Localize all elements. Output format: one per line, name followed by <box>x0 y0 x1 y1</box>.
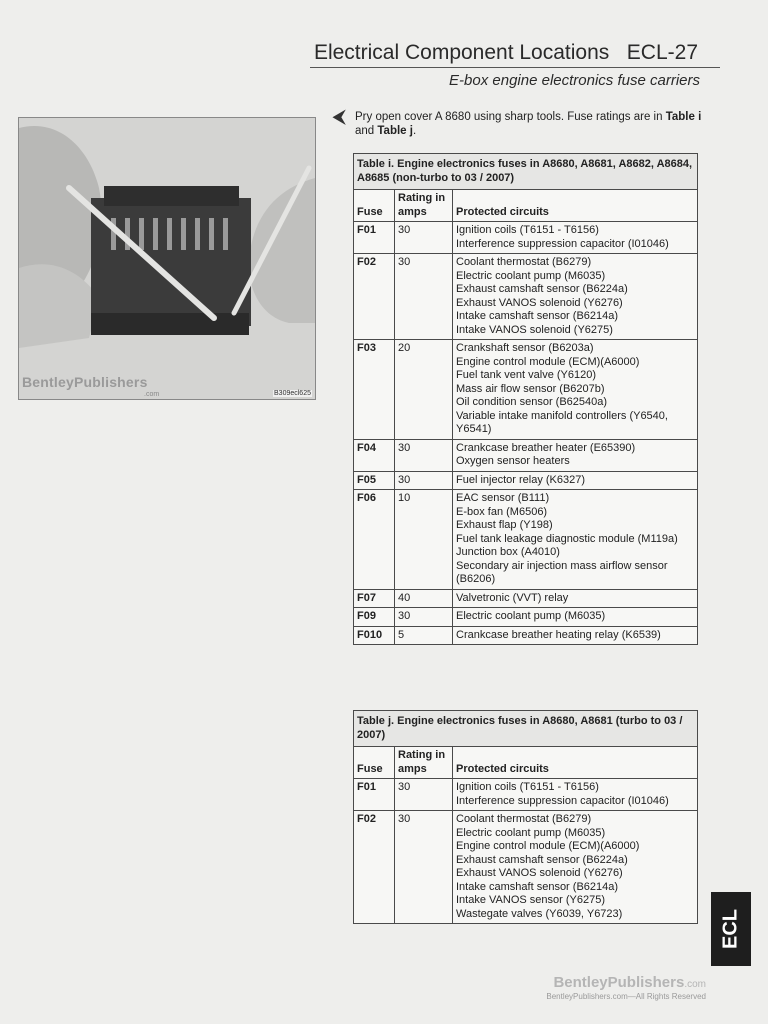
protected-circuits <box>453 779 698 811</box>
figure-code: B309ecl625 <box>274 390 311 397</box>
fuse-rating: 30 <box>395 222 453 254</box>
circuit-item: Intake VANOS sensor (Y6275) <box>456 894 605 906</box>
table-row <box>354 439 698 471</box>
circuit-item: Crankshaft sensor (B6203a) <box>456 342 594 354</box>
table-row <box>354 779 698 811</box>
fuse-carrier-photo <box>18 117 316 400</box>
table-row <box>354 608 698 627</box>
page-subtitle: E-box engine electronics fuse carriers <box>449 72 700 89</box>
circuit-item: Exhaust VANOS solenoid (Y6276) <box>456 296 623 309</box>
circuit-item: Exhaust VANOS solenoid (Y6276) <box>456 867 623 879</box>
protected-circuits <box>453 439 698 471</box>
fuse-rating: 30 <box>395 254 453 340</box>
protected-circuits <box>453 811 698 924</box>
table-row <box>354 254 698 340</box>
circuit-item: Interference suppression capacitor (I01046) <box>456 237 669 250</box>
circuit-item: Engine control module (ECM)(A6000) <box>456 355 640 368</box>
circuit-item: Electric coolant pump (M6035) <box>456 269 606 282</box>
fuse-rating: 30 <box>395 608 453 627</box>
fuse-rating: 30 <box>395 439 453 471</box>
table-i-ref: Table i <box>665 111 702 123</box>
fuse-number: F09 <box>354 608 395 627</box>
section-title: Electrical Component Locations <box>313 41 610 64</box>
fuse-number: F010 <box>354 626 395 645</box>
page-number: ECL-27 <box>626 41 698 64</box>
fuse-number: F03 <box>354 340 395 440</box>
fuse-number: F07 <box>354 589 395 608</box>
instruction-caption <box>333 107 703 138</box>
fuse-rating: 30 <box>395 471 453 490</box>
table-row <box>354 471 698 490</box>
column-header-rating: Rating in amps <box>395 190 453 222</box>
circuit-item: Crankcase breather heater (E65390) <box>456 441 636 454</box>
left-pointer-icon: ⮜ <box>333 107 346 126</box>
fuse-carrier-illustration <box>19 118 315 399</box>
fuse-rating: 20 <box>395 340 453 440</box>
fuse-number: F02 <box>354 811 395 924</box>
column-header-fuse: Fuse <box>354 190 395 222</box>
circuit-item: Ignition coils (T6151 - T6156) <box>456 224 599 236</box>
fuse-number: F06 <box>354 490 395 590</box>
circuit-item: Ignition coils (T6151 - T6156) <box>456 781 599 793</box>
protected-circuits <box>453 254 698 340</box>
figure-brand-suffix: .com <box>144 391 160 398</box>
circuit-item: Secondary air injection mass airflow sensor (B6206) <box>456 559 668 585</box>
circuit-item: Coolant thermostat (B6279) <box>456 256 592 268</box>
table-title: Table j. Engine electronics fuses in A8680, A8681 (turbo to 03 / 2007) <box>354 711 698 747</box>
fuse-table-j <box>353 710 698 924</box>
circuit-item: Fuel injector relay (K6327) <box>456 473 586 486</box>
table-j-ref: Table j <box>377 125 413 137</box>
column-header-fuse: Fuse <box>354 747 395 779</box>
column-header-circuits: Protected circuits <box>453 747 698 779</box>
protected-circuits <box>453 490 698 590</box>
fuse-rating: 30 <box>395 811 453 924</box>
circuit-item: EAC sensor (B111) <box>456 492 550 504</box>
protected-circuits <box>453 589 698 608</box>
column-header-circuits: Protected circuits <box>453 190 698 222</box>
header-rule <box>310 67 720 68</box>
circuit-item: Wastegate valves (Y6039, Y6723) <box>456 907 623 920</box>
fuse-table-i <box>353 153 698 645</box>
footer-brand: BentleyPublishers.com <box>553 974 706 991</box>
circuit-item: Exhaust flap (Y198) <box>456 519 553 531</box>
circuit-item: Engine control module (ECM)(A6000) <box>456 840 640 852</box>
table-row <box>354 340 698 440</box>
section-side-tab: ECL <box>711 892 751 966</box>
protected-circuits <box>453 471 698 490</box>
circuit-item: Electric coolant pump (M6035) <box>456 826 606 839</box>
circuit-item: Variable intake manifold controllers (Y6540, Y6541) <box>456 409 668 435</box>
circuit-item: Electric coolant pump (M6035) <box>456 610 606 622</box>
circuit-item: E-box fan (M6506) <box>456 505 548 518</box>
circuit-item: Intake camshaft sensor (B6214a) <box>456 310 619 322</box>
circuit-item: Intake camshaft sensor (B6214a) <box>456 880 619 893</box>
circuit-item: Interference suppression capacitor (I01046) <box>456 794 669 807</box>
circuit-item: Junction box (A4010) <box>456 546 560 558</box>
footer-copyright: BentleyPublishers.com—All Rights Reserved <box>546 992 706 1001</box>
caption-text: Pry open cover A 8680 using sharp tools. Fuse ratings are in Table i and Table j. <box>355 111 702 137</box>
table-title: Table i. Engine electronics fuses in A8680, A8681, A8682, A8684, A8685 (non-turbo to 03 / 2007) <box>354 154 698 190</box>
fuse-number: F05 <box>354 471 395 490</box>
fuse-number: F01 <box>354 779 395 811</box>
fuse-rating: 40 <box>395 589 453 608</box>
table-row <box>354 589 698 608</box>
fuse-rating: 5 <box>395 626 453 645</box>
table-row <box>354 490 698 590</box>
circuit-item: Fuel tank leakage diagnostic module (M119a) <box>456 532 678 545</box>
protected-circuits <box>453 222 698 254</box>
fuse-number: F01 <box>354 222 395 254</box>
table-row <box>354 626 698 645</box>
fuse-number: F02 <box>354 254 395 340</box>
table-row <box>354 811 698 924</box>
circuit-item: Intake VANOS solenoid (Y6275) <box>456 323 613 336</box>
protected-circuits <box>453 626 698 645</box>
fuse-rating: 10 <box>395 490 453 590</box>
protected-circuits <box>453 340 698 440</box>
circuit-item: Mass air flow sensor (B6207b) <box>456 382 605 395</box>
circuit-item: Valvetronic (VVT) relay <box>456 591 569 604</box>
page-title <box>314 41 698 65</box>
circuit-item: Crankcase breather heating relay (K6539) <box>456 628 661 641</box>
column-header-rating: Rating in amps <box>395 747 453 779</box>
circuit-item: Oxygen sensor heaters <box>456 455 570 467</box>
table-row <box>354 222 698 254</box>
protected-circuits <box>453 608 698 627</box>
circuit-item: Exhaust camshaft sensor (B6224a) <box>456 853 628 866</box>
figure-brand: BentleyPublishers <box>22 374 148 390</box>
circuit-item: Coolant thermostat (B6279) <box>456 813 592 825</box>
fuse-number: F04 <box>354 439 395 471</box>
circuit-item: Fuel tank vent valve (Y6120) <box>456 369 597 381</box>
fuse-rating: 30 <box>395 779 453 811</box>
circuit-item: Exhaust camshaft sensor (B6224a) <box>456 283 628 295</box>
circuit-item: Oil condition sensor (B62540a) <box>456 396 608 408</box>
